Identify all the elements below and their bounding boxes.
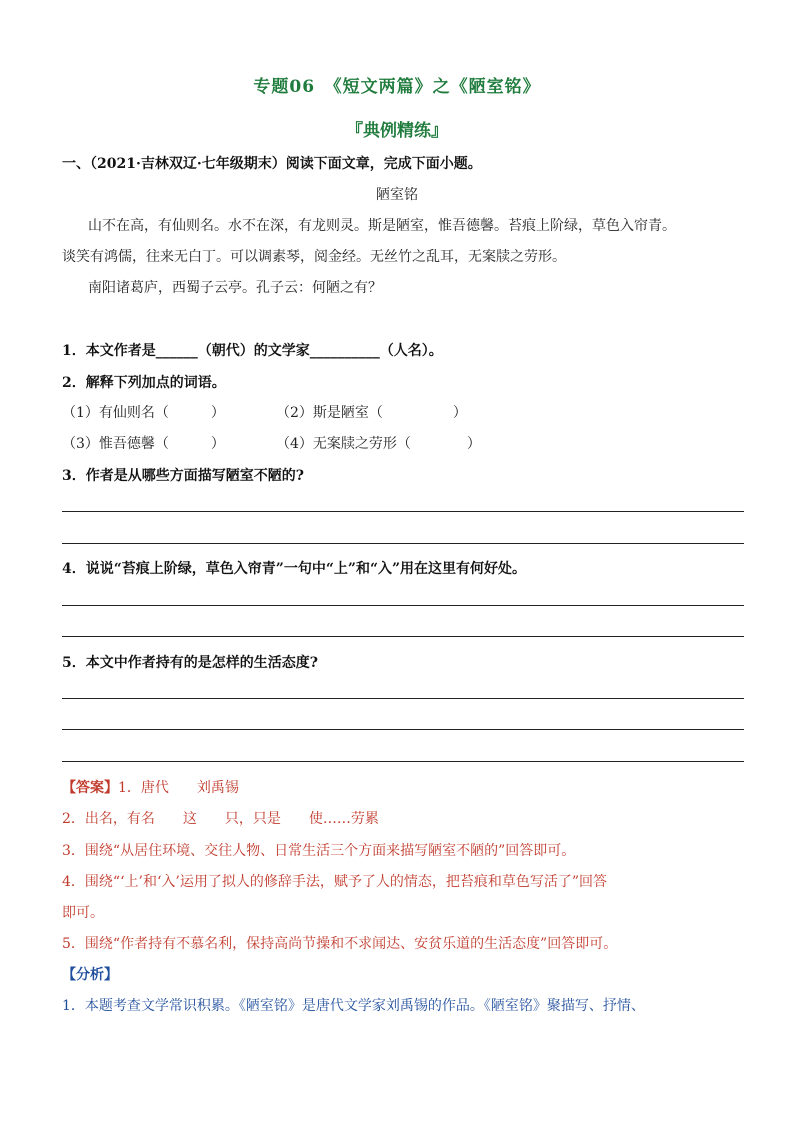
answer-1: 1．唐代 刘禹锡: [118, 780, 239, 796]
answer-3: 3．围绕“从居住环境、交往人物、日常生活三个方面来描写陋室不陋的”回答即可。: [62, 843, 576, 859]
question-2: 2．解释下列加点的词语。: [62, 375, 226, 391]
question-2-item-1: （1）有仙则名（ ）: [62, 405, 225, 421]
answer-line: [62, 729, 744, 730]
answer-5: 5．围绕“作者持有不慕名利，保持高尚节操和不求闻达、安贫乐道的生活态度”回答即可。: [62, 936, 618, 952]
answer-2: 2．出名，有名 这 只，只是 使……劳累: [62, 811, 379, 827]
question-5: 5．本文中作者持有的是怎样的生活态度?: [62, 655, 318, 671]
answer-line: [62, 698, 744, 699]
poem-title: 陋室铭: [376, 187, 418, 203]
question-2-item-4: （4）无案牍之劳形（ ）: [276, 436, 481, 452]
answer-label: 【答案】: [62, 780, 118, 796]
question-1: 1．本文作者是______（朝代）的文学家__________（人名）。: [62, 343, 443, 359]
question-2-item-3: （3）惟吾德馨（ ）: [62, 436, 225, 452]
poem-para2: 南阳诸葛庐，西蜀子云亭。孔子云：何陋之有？: [88, 280, 382, 296]
question-intro: 一、（2021·吉林双辽·七年级期末）阅读下面文章，完成下面小题。: [62, 156, 482, 172]
question-4: 4．说说“苔痕上阶绿，草色入帘青”一句中“上”和“入”用在这里有何好处。: [62, 561, 527, 577]
answer-line: [62, 605, 744, 606]
answer-line: [62, 636, 744, 637]
answer-4-line1: 4．围绕“‘上’和‘入’运用了拟人的修辞手法，赋予了人的情态，把苔痕和草色写活了”回答: [62, 874, 608, 890]
question-2-item-2: （2）斯是陋室（ ）: [276, 405, 467, 421]
document-title: 专题06 《短文两篇》之《陋室铭》: [253, 77, 541, 97]
answer-line: [62, 761, 744, 762]
analysis-label: 【分析】: [62, 967, 118, 983]
poem-para1-line1: 山不在高，有仙则名。水不在深，有龙则灵。斯是陋室，惟吾德馨。苔痕上阶绿，草色入帘青。: [88, 218, 676, 234]
answer-4-line2: 即可。: [62, 905, 104, 921]
answer-line: [62, 543, 744, 544]
poem-para1-line2: 谈笑有鸿儒，往来无白丁。可以调素琴，阅金经。无丝竹之乱耳，无案牍之劳形。: [62, 249, 566, 265]
section-label: 『典例精练』: [346, 121, 448, 141]
question-3: 3．作者是从哪些方面描写陋室不陋的?: [62, 468, 304, 484]
answer-line: [62, 511, 744, 512]
analysis-paragraph-1: 1．本题考查文学常识积累。《陋室铭》是唐代文学家刘禹锡的作品。《陋室铭》聚描写、抒情、: [62, 998, 645, 1014]
answer-row-1: [62, 777, 239, 797]
